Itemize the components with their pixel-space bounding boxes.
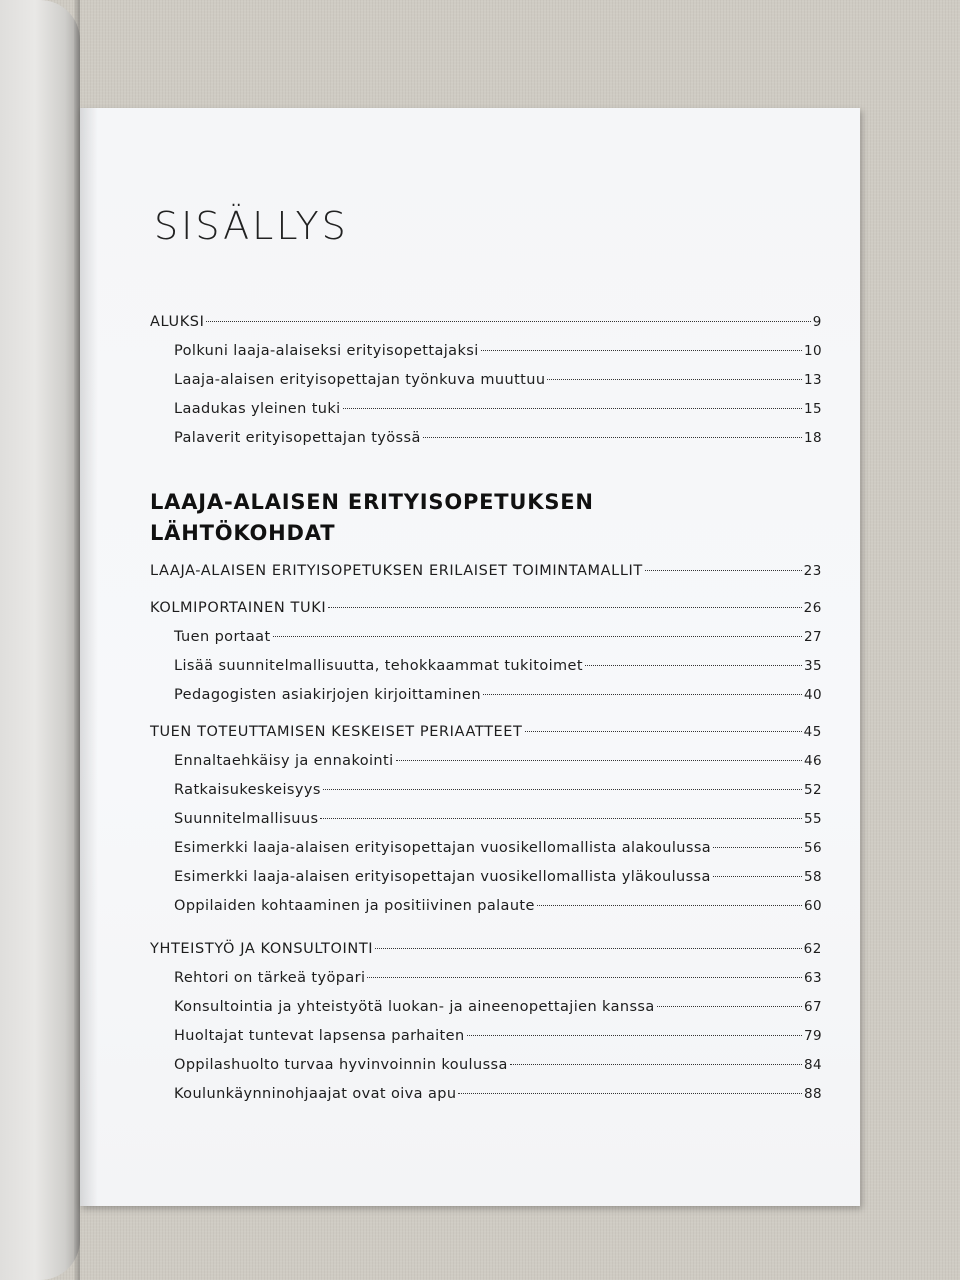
dot-leader (713, 847, 802, 848)
toc-subentry (150, 366, 822, 395)
toc-subentry (150, 337, 822, 366)
toc-subentry (150, 652, 822, 681)
toc-page-number: 60 (804, 898, 822, 914)
toc-entry-label: Lisää suunnitelmallisuutta, tehokkaammat tukitoimet (174, 658, 583, 674)
toc-entry-chapter (150, 935, 822, 964)
dot-leader (206, 321, 810, 322)
book-page (80, 108, 860, 1206)
dot-leader (467, 1035, 802, 1036)
page-title: SISÄLLYS (154, 204, 349, 248)
toc-entry-chapter (150, 718, 822, 747)
toc-page-number: 9 (812, 314, 822, 330)
toc-page-number: 10 (804, 343, 822, 359)
toc-entry-label: Huoltajat tuntevat lapsensa parhaiten (174, 1028, 465, 1044)
dot-leader (367, 977, 802, 978)
toc-page-number: 84 (804, 1057, 822, 1073)
toc-entry-label: Rehtori on tärkeä työpari (174, 970, 366, 986)
toc-page-number: 40 (804, 687, 822, 703)
toc-subentry (150, 834, 822, 863)
toc-subentry (150, 681, 822, 710)
facing-page-edge (0, 0, 80, 1280)
spacer (150, 921, 822, 935)
toc-page-number: 79 (804, 1028, 822, 1044)
toc-subentry (150, 623, 822, 652)
toc-entry-chapter (150, 594, 822, 623)
dot-leader (713, 876, 802, 877)
toc-subentry (150, 424, 822, 453)
dot-leader (481, 350, 802, 351)
toc-subentry (150, 863, 822, 892)
toc-entry-label: Polkuni laaja-alaiseksi erityisopettajaksi (174, 343, 479, 359)
toc-page-number: 35 (804, 658, 822, 674)
toc-entry-label: Tuen portaat (174, 629, 271, 645)
toc-page-number: 15 (804, 401, 822, 417)
dot-leader (343, 408, 802, 409)
toc-page-number: 58 (804, 869, 822, 885)
toc-entry-chapter (150, 557, 822, 586)
toc-entry-label: Esimerkki laaja-alaisen erityisopettajan vuosikellomallista yläkoulussa (174, 869, 711, 885)
dot-leader (320, 818, 802, 819)
toc-page-number: 13 (804, 372, 822, 388)
toc-entry-label: Ennaltaehkäisy ja ennakointi (174, 753, 394, 769)
dot-leader (547, 379, 802, 380)
toc-entry-label: Laadukas yleinen tuki (174, 401, 341, 417)
toc-page-number: 67 (804, 999, 822, 1015)
toc-page-number: 46 (804, 753, 822, 769)
dot-leader (537, 905, 802, 906)
dot-leader (458, 1093, 802, 1094)
toc-page-number: 45 (803, 724, 822, 740)
toc-subentry (150, 776, 822, 805)
dot-leader (645, 570, 802, 571)
toc-subentry (150, 1080, 822, 1109)
toc-subentry (150, 747, 822, 776)
part-heading (150, 487, 822, 549)
toc-entry-aluksi (150, 308, 822, 337)
toc-entry-label: Palaverit erityisopettajan työssä (174, 430, 421, 446)
toc-subentry (150, 993, 822, 1022)
dot-leader (525, 731, 802, 732)
toc-entry-label: Pedagogisten asiakirjojen kirjoittaminen (174, 687, 481, 703)
toc-page-number: 26 (803, 600, 822, 616)
dot-leader (657, 1006, 802, 1007)
toc-page-number: 88 (804, 1086, 822, 1102)
toc-entry-label: KOLMIPORTAINEN TUKI (150, 600, 327, 616)
toc-entry-label: Konsultointia ja yhteistyötä luokan- ja aineenopettajien kanssa (174, 999, 655, 1015)
toc-entry-label: Koulunkäynninohjaajat ovat oiva apu (174, 1086, 457, 1102)
dot-leader (273, 636, 802, 637)
dot-leader (423, 437, 802, 438)
toc-page-number: 23 (803, 563, 822, 579)
toc-page-number: 62 (803, 941, 822, 957)
toc-entry-label: TUEN TOTEUTTAMISEN KESKEISET PERIAATTEET (150, 724, 523, 740)
toc-page-number: 27 (804, 629, 822, 645)
toc-entry-label: YHTEISTYÖ JA KONSULTOINTI (150, 941, 374, 957)
toc-subentry (150, 1022, 822, 1051)
toc-page-number: 56 (804, 840, 822, 856)
dot-leader (375, 948, 801, 949)
toc-subentry (150, 964, 822, 993)
dot-leader (510, 1064, 802, 1065)
toc-subentry (150, 892, 822, 921)
table-of-contents (150, 308, 822, 1109)
dot-leader (396, 760, 802, 761)
toc-entry-label: Oppilaiden kohtaaminen ja positiivinen palaute (174, 898, 535, 914)
dot-leader (323, 789, 802, 790)
toc-entry-label: Oppilashuolto turvaa hyvinvoinnin koulussa (174, 1057, 508, 1073)
gutter-shadow (80, 108, 98, 1206)
toc-page-number: 55 (804, 811, 822, 827)
toc-entry-label: Esimerkki laaja-alaisen erityisopettajan vuosikellomallista alakoulussa (174, 840, 712, 856)
toc-entry-label: Ratkaisukeskeisyys (174, 782, 321, 798)
spacer (150, 710, 822, 718)
toc-entry-label: Suunnitelmallisuus (174, 811, 319, 827)
toc-page-number: 18 (804, 430, 822, 446)
toc-page-number: 52 (804, 782, 822, 798)
toc-entry-label: LAAJA-ALAISEN ERITYISOPETUKSEN ERILAISET TOIMINTAMALLIT (150, 563, 643, 579)
dot-leader (585, 665, 802, 666)
part-heading-line: LAAJA-ALAISEN ERITYISOPETUKSEN (150, 490, 594, 514)
toc-entry-label: Laaja-alaisen erityisopettajan työnkuva muuttuu (174, 372, 546, 388)
toc-subentry (150, 395, 822, 424)
spacer (150, 586, 822, 594)
toc-subentry (150, 1051, 822, 1080)
dot-leader (328, 607, 801, 608)
toc-page-number: 63 (804, 970, 822, 986)
dot-leader (483, 694, 802, 695)
toc-subentry (150, 805, 822, 834)
part-heading-line: LÄHTÖKOHDAT (150, 521, 336, 545)
toc-entry-label: ALUKSI (150, 314, 205, 330)
